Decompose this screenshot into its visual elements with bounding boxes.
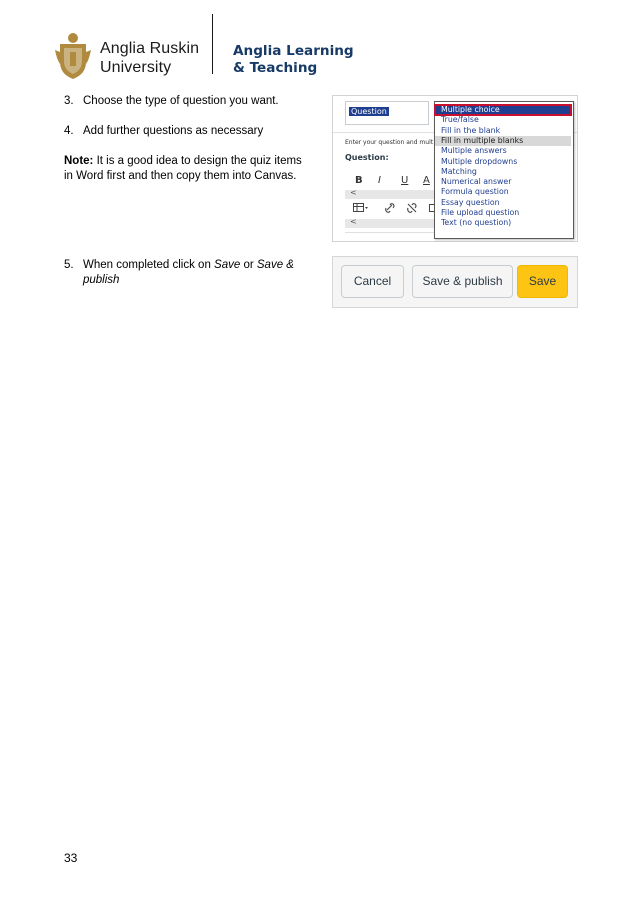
question-label: Question: <box>345 153 389 162</box>
italic-button[interactable]: I <box>378 175 381 186</box>
option-matching[interactable]: Matching <box>441 166 477 176</box>
option-fill-in-the-blank[interactable]: Fill in the blank <box>441 125 501 135</box>
step5-or: or <box>240 259 257 271</box>
step-text <box>83 258 315 288</box>
step-number: 3. <box>64 95 74 107</box>
option-essay-question[interactable]: Essay question <box>441 197 500 207</box>
toolbar-scrollbar-2[interactable] <box>345 219 441 228</box>
unlink-icon[interactable] <box>407 203 417 213</box>
step-number: 5. <box>64 259 74 271</box>
option-true-false[interactable]: True/false <box>441 115 479 125</box>
university-crest-icon <box>54 30 92 80</box>
cancel-button[interactable]: Cancel <box>341 265 404 298</box>
step-text: Choose the type of question you want. <box>83 95 279 107</box>
table-icon[interactable] <box>353 203 369 213</box>
save-button[interactable]: Save <box>517 265 568 298</box>
step5-prefix: When completed click on <box>83 259 215 271</box>
option-multiple-answers[interactable]: Multiple answers <box>441 146 507 156</box>
university-name-line1: Anglia Ruskin <box>100 40 200 57</box>
note-text: It is a good idea to design the quiz items in Word first and then copy them into Canvas. <box>64 155 302 182</box>
note-paragraph <box>64 154 312 184</box>
option-formula-question[interactable]: Formula question <box>441 187 509 197</box>
university-name <box>100 39 199 77</box>
option-multiple-dropdowns[interactable]: Multiple dropdowns <box>441 156 518 166</box>
question-name-value: Question <box>351 107 387 116</box>
divider <box>345 232 441 233</box>
scroll-left-icon[interactable]: < <box>350 217 357 226</box>
step5-save: Save <box>214 259 241 271</box>
header-divider <box>212 14 213 74</box>
scroll-left-icon[interactable]: < <box>350 188 357 197</box>
option-fill-in-multiple-blanks[interactable]: Fill in multiple blanks <box>435 136 571 146</box>
link-icon[interactable] <box>385 203 395 213</box>
toolbar-scrollbar[interactable] <box>345 190 441 199</box>
option-text-no-question[interactable]: Text (no question) <box>441 218 512 228</box>
note-label: Note: <box>64 155 94 167</box>
bold-button[interactable]: B <box>355 175 363 186</box>
option-file-upload-question[interactable]: File upload question <box>441 208 520 217</box>
question-name-field[interactable] <box>345 101 429 125</box>
question-type-dropdown[interactable] <box>434 101 574 239</box>
option-multiple-choice[interactable]: Multiple choice <box>435 105 571 115</box>
step-number: 4. <box>64 125 74 137</box>
step5-save-publish: Save & publish <box>83 259 294 286</box>
step-text: Add further questions as necessary <box>83 125 264 137</box>
question-prompt: Enter your question and mult <box>345 139 434 146</box>
unit-name-line2: & Teaching <box>233 60 318 76</box>
underline-button[interactable]: U <box>401 175 409 186</box>
unit-name <box>233 43 354 77</box>
university-name-line2: University <box>100 59 172 76</box>
save-publish-button[interactable]: Save & publish <box>412 265 513 298</box>
save-buttons-screenshot <box>332 256 578 308</box>
font-color-button[interactable]: A <box>423 175 430 186</box>
option-numerical-answer[interactable]: Numerical answer <box>441 177 512 187</box>
unit-name-line1: Anglia Learning <box>233 43 354 59</box>
page-number: 33 <box>64 851 78 865</box>
